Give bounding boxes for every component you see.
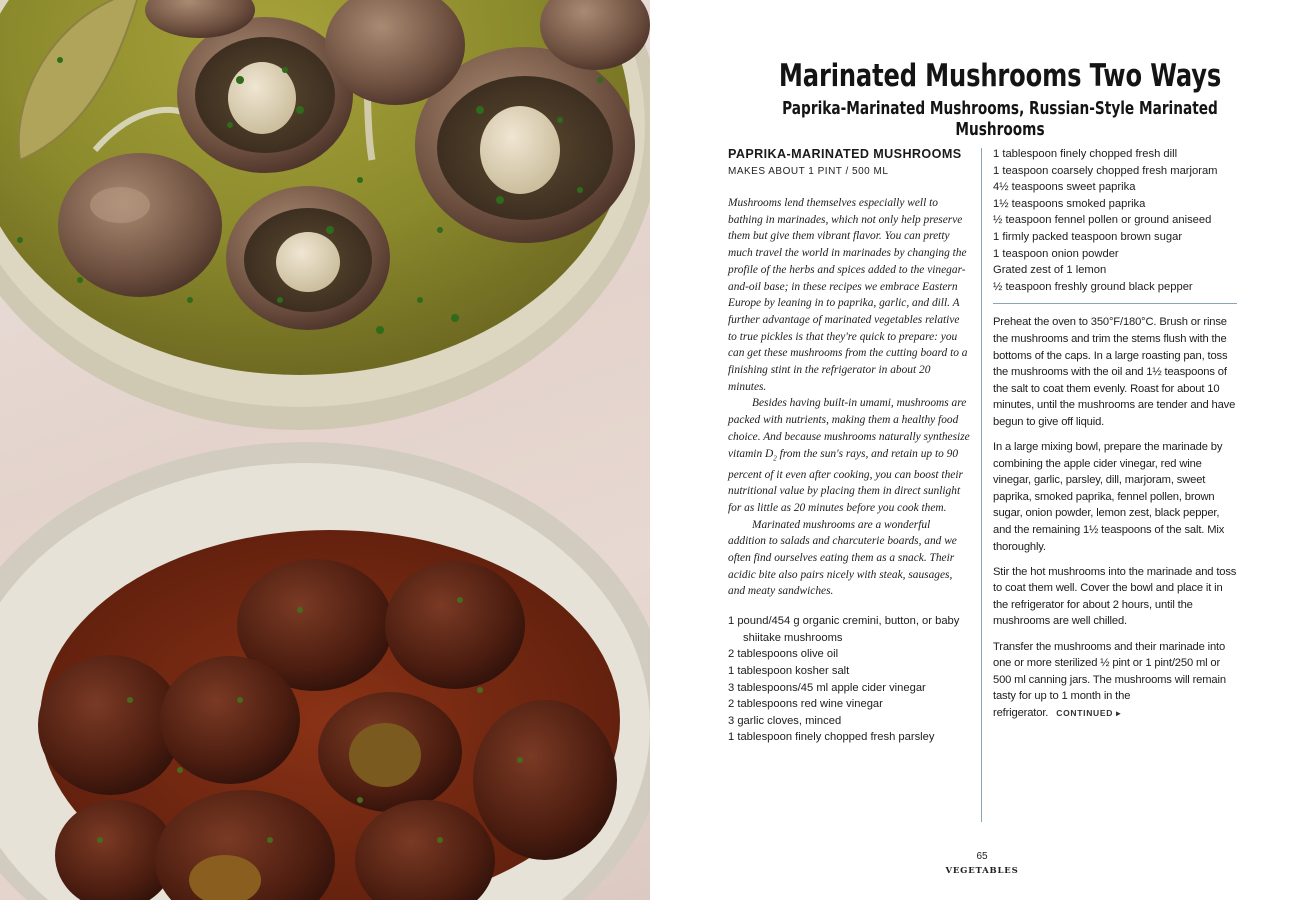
intro-paragraph <box>728 395 971 516</box>
ingredient-list-right <box>993 146 1239 295</box>
ingredient-item: Grated zest of 1 lemon <box>993 264 1107 277</box>
intro-subscript: 2 <box>773 453 777 462</box>
intro-text: from the sun's rays, and retain up to 90 percent of it even after cooking, you can boost their nutritional value by placing them in direct sunlight for as little as 20 minutes before you cook them. <box>728 447 963 514</box>
page-title: Marinated Mushrooms Two Ways <box>778 58 1222 94</box>
recipe-heading: PAPRIKA-MARINATED MUSHROOMS <box>728 147 962 161</box>
ingredient-item: 3 garlic cloves, minced <box>728 714 842 727</box>
intro-text: Besides having built-in umami, mushrooms are packed with nutrients, making them a healthy food choice. And because mushrooms naturally synthesize vitamin D <box>728 397 970 460</box>
ingredient-item: 4½ teaspoons sweet paprika <box>993 181 1136 194</box>
recipe-steps <box>993 314 1239 721</box>
step-paragraph: Stir the hot mushrooms into the marinade and toss to coat them well. Cover the bowl and place it in the refrigerator for about 2 hours, until the mushrooms are well chilled. <box>993 565 1237 628</box>
intro-paragraph: Mushrooms lend themselves especially well to bathing in marinades, which not only help preserve them but give them vibrant flavor. You can pretty much travel the world in marinades by changing the profile of the herbs and spices added to the vinegar-and-oil base; in these recipes we embrace Eastern Europe by leaning in to paprika, garlic, and dill. A further advantage of marinated vegetables relative to true pickles is that they're quick to prepare: you can get these mushrooms from the cutting board to a finishing stint in the refrigerator in about 20 minutes. <box>728 197 968 393</box>
ingredient-item: 1 firmly packed teaspoon brown sugar <box>993 230 1183 243</box>
step-paragraph: Preheat the oven to 350°F/180°C. Brush or rinse the mushrooms and trim the stems flush with the bottoms of the caps. In a large roasting pan, toss the mushrooms with the oil and 1½ teaspoons of the salt to coat them evenly. Roast for about 10 minutes, until the mushrooms are tender and have begun to give off liquid. <box>993 316 1236 428</box>
section-name: VEGETABLES <box>945 866 1019 876</box>
step-text: Transfer the mushrooms and their marinade into one or more sterilized ½ pint or 1 pint/250 ml or 500 ml canning jars. The mushrooms will remain tasty for up to 1 month in the refrigerator. <box>993 640 1226 719</box>
right-column <box>993 146 1239 730</box>
ingredient-item: 2 tablespoons olive oil <box>728 648 839 661</box>
ingredient-item: 1 tablespoon finely chopped fresh parsley <box>728 731 935 744</box>
ingredient-item: 1 tablespoon finely chopped fresh dill <box>993 148 1178 160</box>
ingredient-item: 3 tablespoons/45 ml apple cider vinegar <box>728 681 926 694</box>
intro-paragraph: Marinated mushrooms are a wonderful addition to salads and charcuterie boards, and we often find ourselves eating them as a snack. Their acidic bite also pairs nicely with steak, sausages, and meaty sandwiches. <box>728 518 957 598</box>
bottom-bowl <box>0 442 650 900</box>
step-paragraph: In a large mixing bowl, prepare the marinade by combining the apple cider vinegar, red wine vinegar, garlic, parsley, dill, marjoram, sweet paprika, smoked paprika, fennel pollen, brown sugar, onion powder, lemon zest, black pepper, and the remaining 1½ teaspoons of the salt. Mix thoroughly. <box>993 441 1225 553</box>
page-subtitle: Paprika-Marinated Mushrooms, Russian-Style Marinated Mushrooms <box>782 98 1218 140</box>
ingredient-list-left <box>728 613 971 746</box>
recipe-yield: MAKES ABOUT 1 PINT / 500 ML <box>728 166 889 177</box>
page-number: 65 <box>976 851 988 862</box>
ingredient-item: 1 pound/454 g organic cremini, button, or baby shiitake mushrooms <box>728 615 960 644</box>
top-bowl <box>0 0 650 430</box>
left-column <box>728 146 971 746</box>
section-divider <box>993 303 1237 304</box>
step-paragraph <box>993 639 1239 722</box>
ingredient-item: ½ teaspoon freshly ground black pepper <box>993 280 1193 293</box>
column-rule <box>981 148 982 822</box>
ingredient-item: 1½ teaspoons smoked paprika <box>993 197 1146 210</box>
ingredient-item: 1 teaspoon onion powder <box>993 247 1119 260</box>
recipe-intro <box>728 195 971 600</box>
ingredient-item: 1 tablespoon kosher salt <box>728 664 850 677</box>
ingredient-item: 2 tablespoons red wine vinegar <box>728 698 883 711</box>
ingredient-item: 1 teaspoon coarsely chopped fresh marjoram <box>993 164 1218 177</box>
continued-marker: CONTINUED ▸ <box>1056 707 1122 718</box>
ingredient-item: ½ teaspoon fennel pollen or ground aniseed <box>993 214 1212 227</box>
